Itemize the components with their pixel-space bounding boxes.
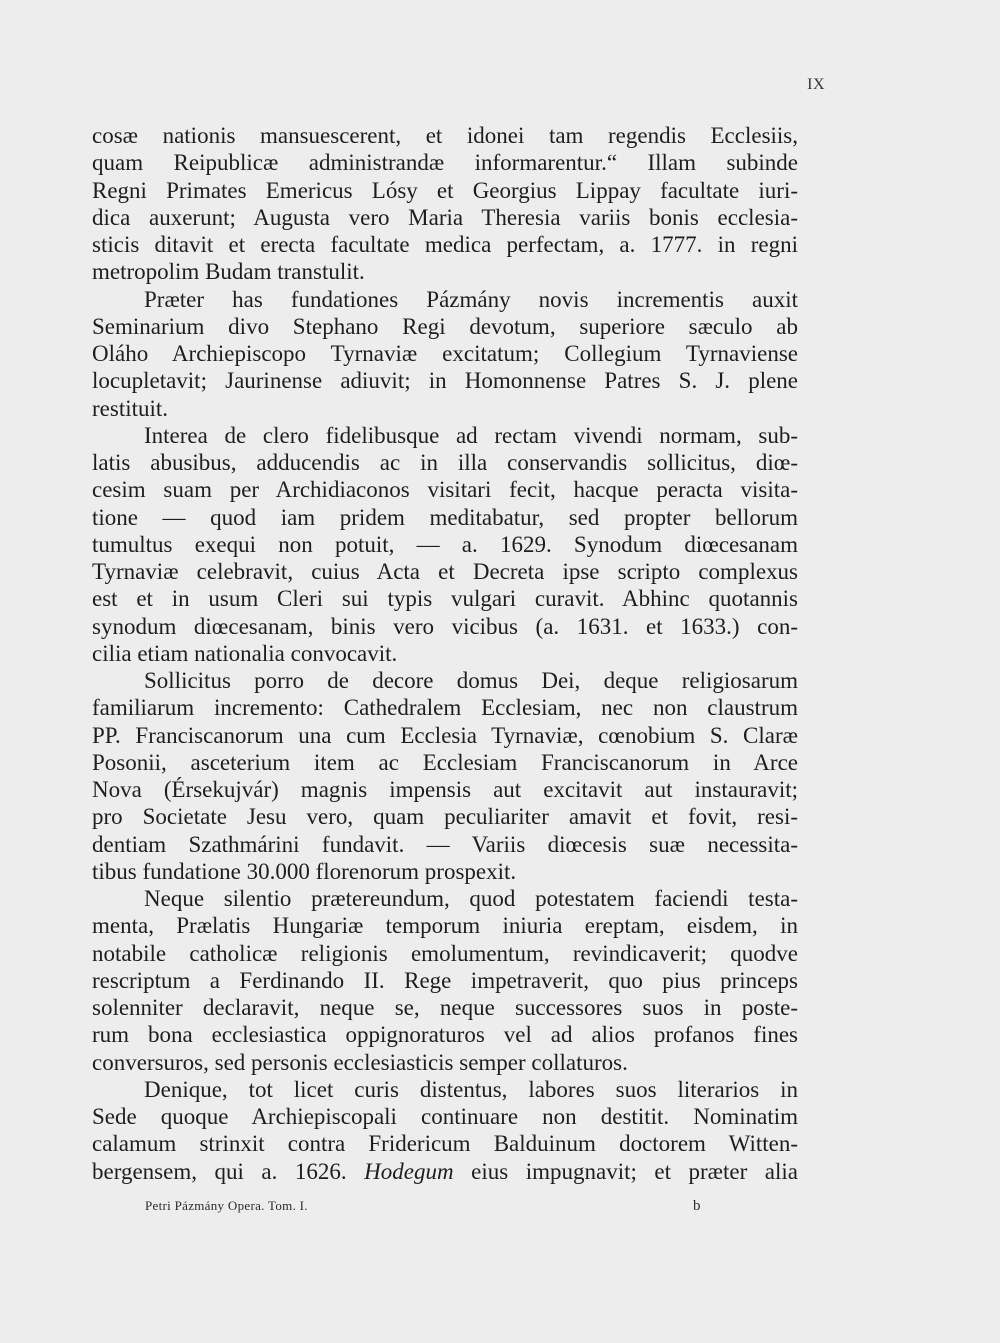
text-line: dentiam Szathmárini fundavit. — Variis diœcesis suæ necessita- bbox=[92, 831, 798, 857]
text-line: solenniter declaravit, neque se, neque successores suos in poste- bbox=[92, 995, 798, 1020]
text-line: sticis ditavit et erecta facultate medica perfectam, a. 1777. in regni bbox=[92, 232, 798, 257]
text-line: est et in usum Cleri sui typis vulgari curavit. Abhinc quotannis bbox=[92, 586, 798, 612]
text-line: familiarum incremento: Cathedralem Ecclesiam, nec non claustrum bbox=[92, 695, 798, 721]
text-line bbox=[92, 1158, 798, 1185]
text-line: Denique, tot licet curis distentus, labores suos literarios in bbox=[144, 1076, 798, 1102]
text-line: Interea de clero fidelibusque ad rectam vivendi normam, sub- bbox=[144, 422, 798, 448]
text-line: Posonii, asceterium item ac Ecclesiam Franciscanorum in Arce bbox=[92, 749, 798, 775]
footer-book-title: Petri Pázmány Opera. Tom. I. bbox=[145, 1198, 308, 1213]
text-line: metropolim Budam transtulit. bbox=[92, 259, 365, 285]
text-line: latis abusibus, adducendis ac in illa conservandis sollicitus, diœ- bbox=[92, 450, 798, 475]
text-line: tibus fundatione 30.000 florenorum prospexit. bbox=[92, 858, 517, 884]
italic-title: Hodegum bbox=[364, 1158, 454, 1184]
text-line: cesim suam per Archidiaconos visitari fecit, hacque peracta visita- bbox=[92, 477, 798, 503]
text-line: synodum diœcesanam, binis vero vicibus (a. 1631. et 1633.) con- bbox=[92, 613, 798, 639]
text-segment: bergensem, qui a. 1626. bbox=[92, 1158, 347, 1184]
text-line: Tyrnaviæ celebravit, cuius Acta et Decreta ipse scripto complexus bbox=[92, 559, 798, 584]
text-line: cosæ nationis mansuescerent, et idonei tam regendis Ecclesiis, bbox=[92, 123, 798, 148]
text-line: pro Societate Jesu vero, quam peculiariter amavit et fovit, resi- bbox=[92, 804, 798, 830]
text-line: Seminarium divo Stephano Regi devotum, superiore sæculo ab bbox=[92, 313, 798, 339]
paragraph bbox=[92, 286, 798, 422]
text-line: menta, Prælatis Hungariæ temporum iniuria ereptam, eisdem, in bbox=[92, 913, 798, 939]
text-line: cilia etiam nationalia convocavit. bbox=[92, 640, 398, 666]
text-line: quam Reipublicæ administrandæ informarentur.“ Illam subinde bbox=[92, 150, 798, 176]
text-line: Neque silentio prætereundum, quod potestatem faciendi testa- bbox=[144, 886, 798, 911]
paragraph bbox=[92, 667, 798, 885]
text-line: Præter has fundationes Pázmány novis incrementis auxit bbox=[144, 286, 798, 312]
paragraph bbox=[92, 422, 798, 667]
text-line: notabile catholicæ religionis emolumentum, revindicaverit; quodve bbox=[92, 940, 798, 966]
text-line: tumultus exequi non potuit, — a. 1629. Synodum diœcesanam bbox=[92, 531, 798, 557]
paragraph bbox=[92, 885, 798, 1076]
body-text bbox=[92, 122, 798, 1185]
footer-signature-mark: b bbox=[693, 1198, 701, 1214]
text-segment: eius impugnavit; et præter alia bbox=[471, 1158, 799, 1184]
text-line: Regni Primates Emericus Lósy et Georgius Lippay facultate iuri- bbox=[92, 177, 798, 203]
text-line: conversuros, sed personis ecclesiasticis semper collaturos. bbox=[92, 1049, 628, 1075]
text-line: Nova (Érsekujvár) magnis impensis aut excitavit aut instauravit; bbox=[92, 777, 798, 802]
text-line: rescriptum a Ferdinando II. Rege impetraverit, quo pius princeps bbox=[92, 967, 798, 993]
paragraph bbox=[92, 1076, 798, 1185]
paragraph-container bbox=[92, 122, 798, 1185]
text-line: dica auxerunt; Augusta vero Maria Theresia variis bonis ecclesia- bbox=[92, 204, 798, 230]
text-line: Sede quoque Archiepiscopali continuare non destitit. Nominatim bbox=[92, 1104, 798, 1129]
text-line: Sollicitus porro de decore domus Dei, deque religiosarum bbox=[144, 668, 798, 693]
text-line: restituit. bbox=[92, 395, 169, 421]
text-line: locupletavit; Jaurinense adiuvit; in Homonnense Patres S. J. plene bbox=[92, 368, 798, 394]
text-line: rum bona ecclesiastica oppignoraturos vel ad alios profanos fines bbox=[92, 1022, 798, 1048]
text-line: PP. Franciscanorum una cum Ecclesia Tyrnaviæ, cœnobium S. Claræ bbox=[92, 722, 798, 748]
paragraph bbox=[92, 122, 798, 286]
text-line: tione — quod iam pridem meditabatur, sed propter bellorum bbox=[92, 504, 798, 530]
text-line: Oláho Archiepiscopo Tyrnaviæ excitatum; Collegium Tyrnaviense bbox=[92, 341, 798, 366]
page-number: IX bbox=[807, 76, 825, 93]
text-line: calamum strinxit contra Fridericum Balduinum doctorem Witten- bbox=[92, 1131, 798, 1157]
